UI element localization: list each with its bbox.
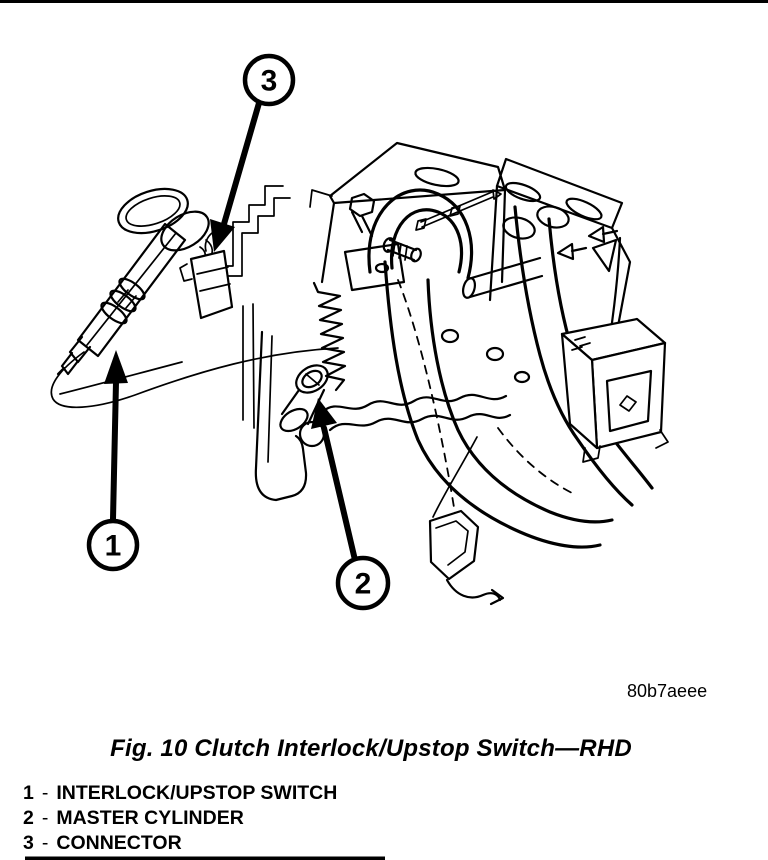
figure-image-code: 80b7aeee xyxy=(627,681,708,701)
callout-3-arrowhead xyxy=(210,219,235,252)
legend-item-2 xyxy=(23,807,337,832)
pedal-bracket-left xyxy=(322,143,505,290)
callout-3-number: 3 xyxy=(260,64,278,98)
figure-caption: Fig. 10 Clutch Interlock/Upstop Switch—RHD xyxy=(110,735,632,762)
callout-2-number: 2 xyxy=(354,567,372,601)
legend-item-1-number: 1 xyxy=(23,782,34,804)
legend-item-2-number: 2 xyxy=(23,807,34,829)
legend-item-2-separator: - xyxy=(41,807,49,829)
legend-item-1-label: INTERLOCK/UPSTOP SWITCH xyxy=(56,782,338,804)
legend-item-3-number: 3 xyxy=(23,832,34,854)
legend-item-2-label: MASTER CYLINDER xyxy=(56,807,244,829)
callout-1 xyxy=(89,350,137,569)
hanging-connector xyxy=(430,437,503,604)
page-bottom-edge xyxy=(25,857,385,860)
connector-drawing xyxy=(180,233,232,318)
callout-3 xyxy=(210,56,293,252)
callout-1-arrowhead xyxy=(104,350,128,384)
figure-legend xyxy=(23,782,337,857)
legend-item-1 xyxy=(23,782,337,807)
callout-1-number: 1 xyxy=(104,529,122,563)
hidden-edge-lines xyxy=(398,280,574,520)
screw-heads xyxy=(442,330,529,382)
legend-item-3-label: CONNECTOR xyxy=(56,832,182,854)
callout-2 xyxy=(311,398,388,608)
wavy-strap xyxy=(322,395,510,430)
interlock-upstop-switch-drawing xyxy=(58,224,185,374)
legend-item-3-separator: - xyxy=(41,832,49,854)
legend-item-1-separator: - xyxy=(41,782,49,804)
callout-2-arrowhead xyxy=(311,398,337,429)
page-top-edge xyxy=(0,0,768,3)
legend-item-3 xyxy=(23,832,337,857)
harness-wire xyxy=(51,348,338,407)
